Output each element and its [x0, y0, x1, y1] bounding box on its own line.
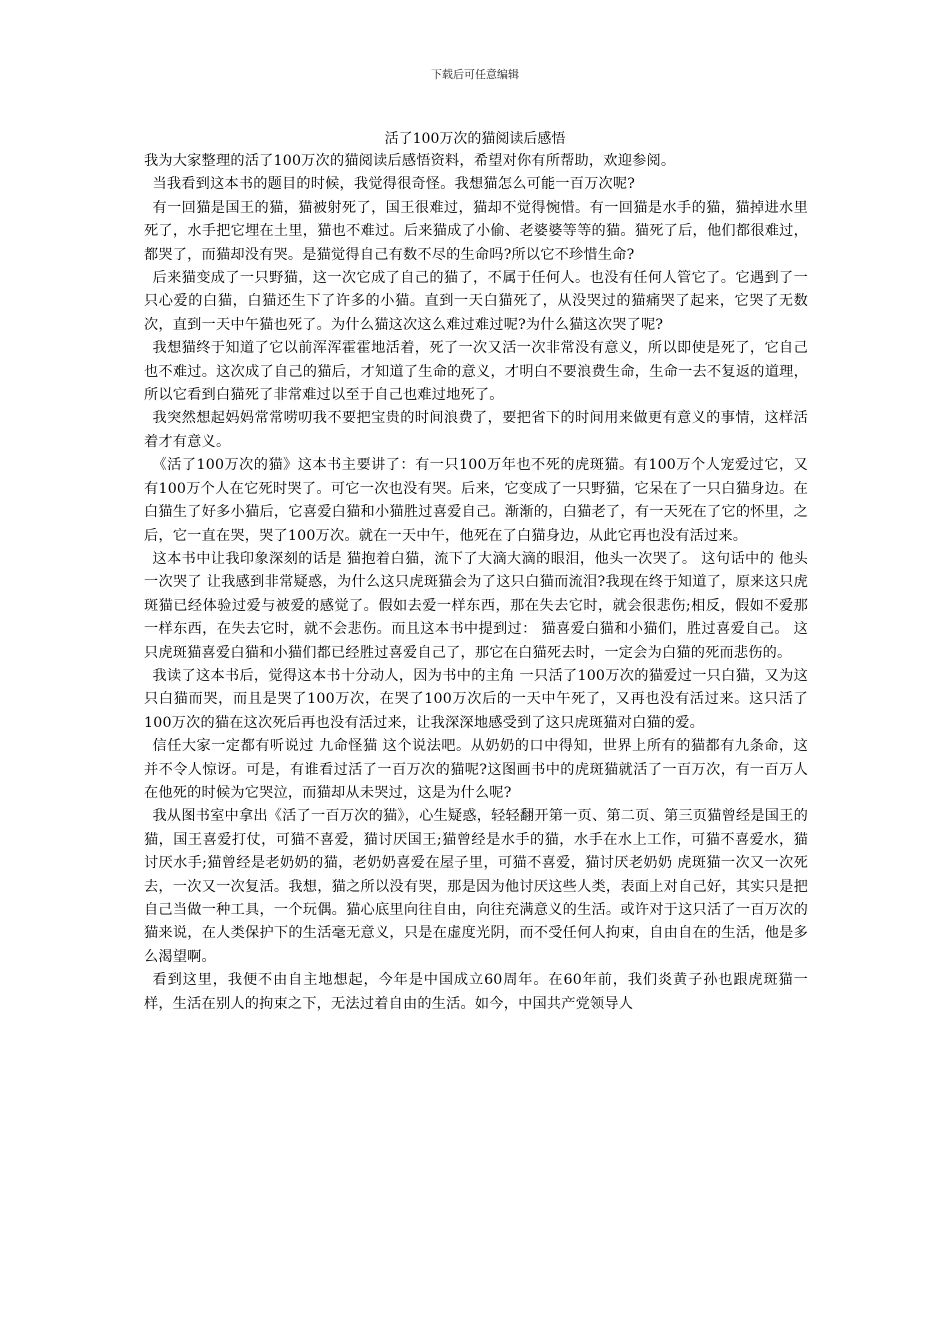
paragraph: 后来猫变成了一只野猫，这一次它成了自己的猫了，不属于任何人。也没有任何人管它了。它遇到了一只心爱的白猫，白猫还生下了许多的小猫。直到一天白猫死了，从没哭过的猫痛哭了起来，它哭了无数次，直到一天中午猫也死了。为什么猫这次这么难过难过呢?为什么猫这次哭了呢? [144, 270, 808, 333]
paragraph: 我从图书室中拿出《活了一百万次的猫》，心生疑惑，轻轻翻开第一页、第二页、第三页猫曾经是国王的猫，国王喜爱打仗，可猫不喜爱，猫讨厌国王;猫曾经是水手的猫，水手在水上工作，可猫不喜爱水，猫讨厌水手;猫曾经是老奶奶的猫，老奶奶喜爱在屋子里，可猫不喜爱，猫讨厌老奶奶 虎斑猫一次又一次死去，一次又一次复活。我想，猫之所以没有哭，那是因为他讨厌这些人类，表面上对自己好，其实只是把自己当做一种工具，一个玩偶。猫心底里向往自由，向往充满意义的生活。或许对于这只活了一百万次的猫来说，在人类保护下的生活毫无意义，只是在虚度光阴，而不受任何人拘束，自由自在的生活，他是多么渴望啊。 [144, 808, 808, 965]
paragraph: 我想猫终于知道了它以前浑浑霍霍地活着，死了一次又活一次非常没有意义，所以即使是死了，它自己也不难过。这次成了自己的猫后，才知道了生命的意义，才明白不要浪费生命，生命一去不复返的道理，所以它看到白猫死了非常难过以至于自己也难过地死了。 [144, 340, 808, 404]
paragraph: 《活了100万次的猫》这本书主要讲了：有一只100万年也不死的虎斑猫。有100万个人宠爱过它，又有100万个人在它死时哭了。可它一次也没有哭。后来，它变成了一只野猫，它呆在了一只白猫身边。在白猫生了好多小猫后，它喜爱白猫和小猫胜过喜爱自己。渐渐的，白猫老了，有一天死在了它的怀里，之后，它一直在哭，哭了100万次。就在一天中午，他死在了白猫身边，从此它再也没有活过来。 [144, 457, 808, 544]
document-body [144, 150, 808, 1016]
paragraph: 我突然想起妈妈常常唠叨我不要把宝贵的时间浪费了，要把省下的时间用来做更有意义的事情，这样活着才有意义。 [144, 410, 808, 450]
document-title: 活了100万次的猫阅读后感悟 [384, 131, 566, 147]
paragraph: 这本书中让我印象深刻的话是 猫抱着白猫，流下了大滴大滴的眼泪，他头一次哭了。 这句话中的 他头一次哭了 让我感到非常疑惑，为什么这只虎斑猫会为了这只白猫而流泪?我现在终于知道了，原来这只虎斑猫已经体验过爱与被爱的感觉了。假如去爱一样东西，那在失去它时，就会很悲伤;相反，假如不爱那一样东西，在失去它时，就不会悲伤。而且这本书中提到过： 猫喜爱白猫和小猫们，胜过喜爱自己。 这只虎斑猫喜爱白猫和小猫们都已经胜过喜爱自己了，那它在白猫死去时，一定会为白猫的死而悲伤的。 [144, 550, 808, 661]
paragraph-intro: 我为大家整理的活了100万次的猫阅读后感悟资料，希望对你有所帮助，欢迎参阅。 [144, 153, 676, 169]
paragraph: 我读了这本书后，觉得这本书十分动人，因为书中的主角 一只活了100万次的猫爱过一只白猫，又为这只白猫而哭，而且是哭了100万次，在哭了100万次后的一天中午死了，又再也没有活过来。这只活了100万次的猫在这次死后再也没有活过来，让我深深地感受到了这只虎斑猫对白猫的爱。 [144, 667, 808, 731]
paragraph: 有一回猫是国王的猫，猫被射死了，国王很难过，猫却不觉得惋惜。有一回猫是水手的猫，猫掉进水里死了，水手把它埋在土里，猫也不难过。后来猫成了小偷、老婆婆等等的猫。猫死了后，他们都很难过，都哭了，而猫却没有哭。是猫觉得自己有数不尽的生命吗?所以它不珍惜生命? [144, 199, 808, 263]
paragraph: 看到这里，我便不由自主地想起，今年是中国成立60周年。在60年前，我们炎黄子孙也跟虎斑猫一样，生活在别人的拘束之下，无法过着自由的生活。如今，中国共产党领导人 [144, 972, 808, 1012]
page-header: 下载后可任意编辑 [431, 68, 519, 81]
paragraph: 信任大家一定都有听说过 九命怪猫 这个说法吧。从奶奶的口中得知，世界上所有的猫都有九条命，这并不令人惊讶。可是，有谁看过活了一百万次的猫呢?这图画书中的虎斑猫就活了一百万次，有一百万人在他死的时候为它哭泣，而猫却从未哭过，这是为什么呢? [144, 738, 808, 801]
paragraph: 当我看到这本书的题目的时候，我觉得很奇怪。我想猫怎么可能一百万次呢? [152, 176, 636, 193]
